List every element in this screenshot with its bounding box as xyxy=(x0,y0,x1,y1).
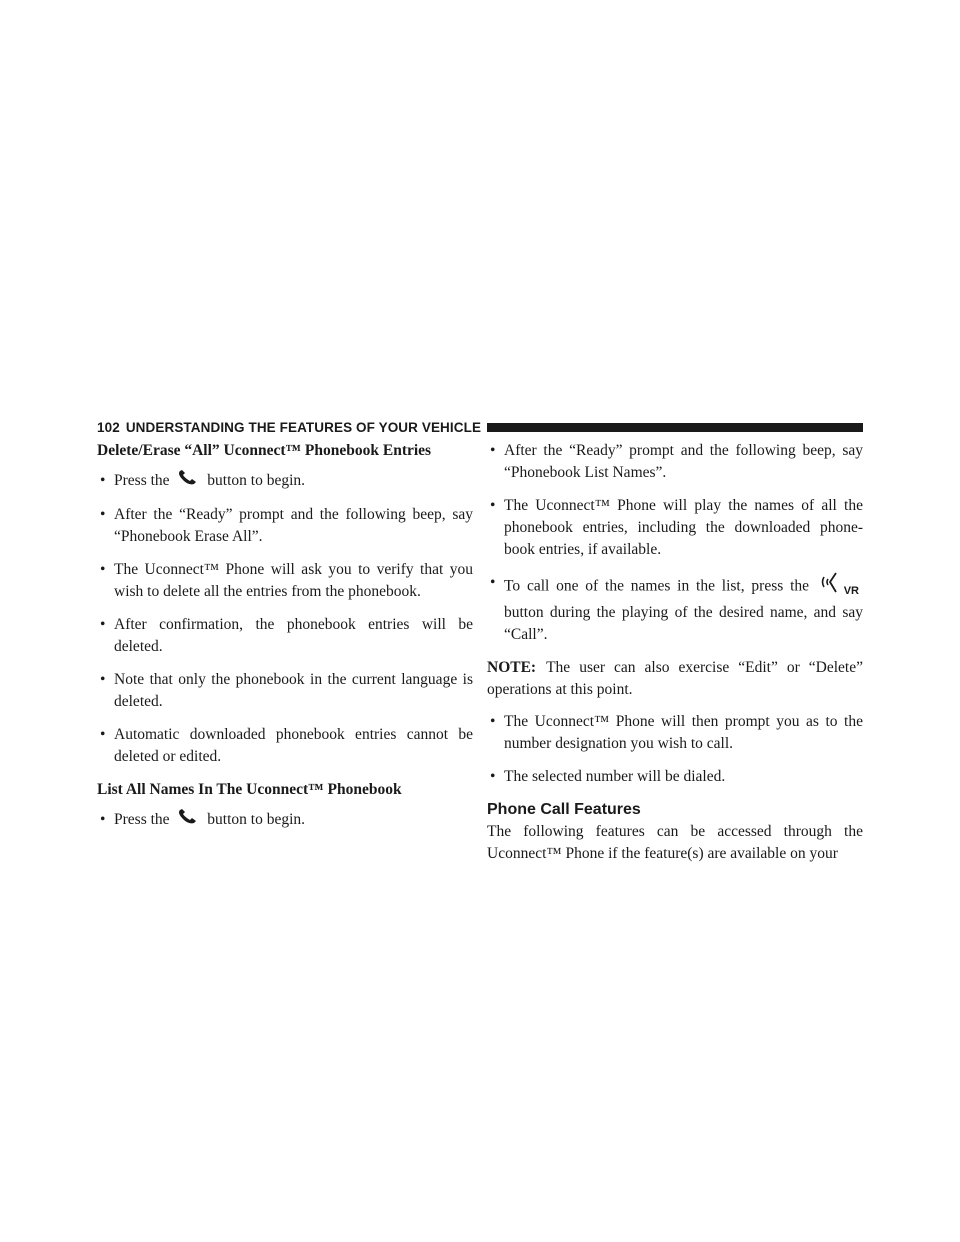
vr-label: VR xyxy=(843,585,859,597)
section-title: UNDERSTANDING THE FEATURES OF YOUR VEHICLE xyxy=(125,419,482,435)
list-item: • The Uconnect™ Phone will play the names of all the phonebook entries, including the downloaded phone-book entries, if available. xyxy=(490,497,863,558)
left-column xyxy=(97,440,473,843)
page-number: 102 xyxy=(97,419,120,435)
list-item: • After the “Ready” prompt and the following beep, say “Phonebook Erase All”. xyxy=(100,506,473,545)
voice-recognition-icon xyxy=(820,572,859,602)
list-item: • Press the button to begin. xyxy=(97,470,473,493)
list-item: • Press the button to begin. xyxy=(97,809,473,832)
list-item: • Note that only the phonebook in the current language is deleted. xyxy=(100,671,473,710)
phone-icon xyxy=(177,470,199,493)
call-steps xyxy=(487,711,863,788)
phone-icon xyxy=(177,809,199,832)
delete-all-steps xyxy=(97,470,473,768)
list-item: • The Uconnect™ Phone will then prompt you as to the number designation you wish to call. xyxy=(490,713,863,752)
heading-phone-call-features: Phone Call Features xyxy=(487,801,641,818)
list-names-steps-continued xyxy=(487,440,863,646)
right-column xyxy=(487,440,863,865)
list-item: • Automatic downloaded phonebook entries cannot be deleted or edited. xyxy=(100,726,473,765)
heading-list-names: List All Names In The Uconnect™ Phonebook xyxy=(97,781,402,798)
list-item: • The Uconnect™ Phone will ask you to verify that you wish to delete all the entries from the phonebook. xyxy=(100,561,473,600)
list-item: • After the “Ready” prompt and the following beep, say “Phonebook List Names”. xyxy=(490,442,863,481)
list-item: • To call one of the names in the list, press the VR button during the playing of the desired name, and say “Call”. xyxy=(490,574,863,643)
page-header xyxy=(97,418,863,436)
heading-delete-all: Delete/Erase “All” Uconnect™ Phonebook Entries xyxy=(97,442,432,459)
phone-call-features-intro: The following features can be accessed through the Uconnect™ Phone if the feature(s) are available on your xyxy=(487,823,863,862)
list-names-steps xyxy=(97,809,473,832)
list-item: • The selected number will be dialed. xyxy=(490,768,726,785)
note-label: NOTE: xyxy=(487,659,537,676)
list-item: • After confirmation, the phonebook entries will be deleted. xyxy=(100,616,473,655)
header-rule xyxy=(487,423,863,432)
note xyxy=(487,657,863,701)
note-text: The user can also exercise “Edit” or “Delete” operations at this point. xyxy=(487,659,863,698)
